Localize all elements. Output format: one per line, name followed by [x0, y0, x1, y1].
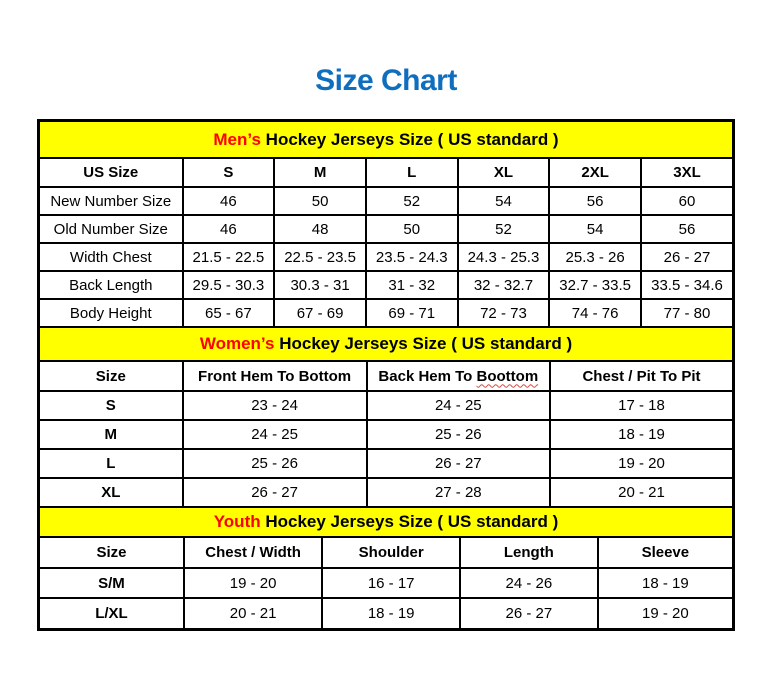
- table-row: [40, 598, 732, 628]
- table-header-row: [40, 362, 732, 391]
- table-row: [40, 391, 732, 420]
- column-header: Chest / Width: [184, 538, 322, 568]
- size-value-cell: 30.3 - 31: [274, 271, 366, 299]
- size-value-cell: 18 - 19: [598, 568, 732, 598]
- men-size-table: [40, 159, 732, 328]
- size-value-cell: 25 - 26: [367, 420, 550, 449]
- table-row: [40, 420, 732, 449]
- size-value-cell: 56: [549, 187, 641, 215]
- section-header-women: [40, 328, 732, 362]
- size-value-cell: 24 - 25: [367, 391, 550, 420]
- size-chart: [37, 119, 735, 631]
- size-value-cell: 19 - 20: [184, 568, 322, 598]
- column-header: Back Hem To Boottom: [367, 362, 550, 391]
- section-header-men: [40, 122, 732, 159]
- size-value-cell: 26 - 27: [460, 598, 598, 628]
- size-value-cell: 72 - 73: [458, 299, 550, 327]
- section-highlight-youth: Youth: [213, 512, 261, 531]
- size-value-cell: 27 - 28: [367, 478, 550, 507]
- row-label-cell: M: [40, 420, 183, 449]
- row-label-cell: L: [40, 449, 183, 478]
- column-header: M: [274, 159, 366, 187]
- table-row: [40, 271, 732, 299]
- size-value-cell: 33.5 - 34.6: [641, 271, 732, 299]
- column-header: S: [183, 159, 275, 187]
- size-value-cell: 26 - 27: [183, 478, 367, 507]
- size-value-cell: 46: [183, 215, 275, 243]
- size-value-cell: 54: [549, 215, 641, 243]
- size-value-cell: 65 - 67: [183, 299, 275, 327]
- table-row: [40, 299, 732, 327]
- table-row: [40, 215, 732, 243]
- section-highlight-men: Men’s: [213, 130, 261, 149]
- size-value-cell: 23.5 - 24.3: [366, 243, 458, 271]
- row-label-cell: Back Length: [40, 271, 183, 299]
- size-value-cell: 54: [458, 187, 550, 215]
- column-header: Length: [460, 538, 598, 568]
- size-value-cell: 56: [641, 215, 732, 243]
- column-header: 2XL: [549, 159, 641, 187]
- section-highlight-women: Women’s: [199, 334, 275, 353]
- size-value-cell: 16 - 17: [322, 568, 460, 598]
- row-label-cell: L/XL: [40, 598, 184, 628]
- size-value-cell: 24 - 26: [460, 568, 598, 598]
- table-row: [40, 449, 732, 478]
- size-value-cell: 18 - 19: [322, 598, 460, 628]
- women-size-table: [40, 362, 732, 508]
- section-title-youth: Hockey Jerseys Size ( US standard ): [265, 512, 559, 531]
- size-value-cell: 50: [366, 215, 458, 243]
- section-title-men: Hockey Jerseys Size ( US standard ): [265, 130, 559, 149]
- section-header-youth: [40, 508, 732, 538]
- misspelled-word: Boottom: [476, 367, 539, 385]
- size-value-cell: 52: [366, 187, 458, 215]
- size-value-cell: 19 - 20: [598, 598, 732, 628]
- column-header: Size: [40, 538, 184, 568]
- column-header: Front Hem To Bottom: [183, 362, 367, 391]
- table-header-row: [40, 159, 732, 187]
- column-header: 3XL: [641, 159, 732, 187]
- page-title: Size Chart: [315, 64, 457, 97]
- size-value-cell: 22.5 - 23.5: [274, 243, 366, 271]
- size-value-cell: 50: [274, 187, 366, 215]
- row-label-cell: S: [40, 391, 183, 420]
- size-value-cell: 20 - 21: [550, 478, 732, 507]
- table-row: [40, 478, 732, 507]
- row-label-cell: New Number Size: [40, 187, 183, 215]
- size-value-cell: 29.5 - 30.3: [183, 271, 275, 299]
- size-value-cell: 25.3 - 26: [549, 243, 641, 271]
- column-header: Size: [40, 362, 183, 391]
- size-value-cell: 77 - 80: [641, 299, 732, 327]
- section-title-women: Hockey Jerseys Size ( US standard ): [279, 334, 573, 353]
- row-label-cell: S/M: [40, 568, 184, 598]
- size-value-cell: 26 - 27: [367, 449, 550, 478]
- size-value-cell: 46: [183, 187, 275, 215]
- table-row: [40, 568, 732, 598]
- column-header: L: [366, 159, 458, 187]
- row-label-cell: XL: [40, 478, 183, 507]
- table-header-row: [40, 538, 732, 568]
- youth-size-table: [40, 538, 732, 628]
- size-value-cell: 17 - 18: [550, 391, 732, 420]
- row-label-cell: Width Chest: [40, 243, 183, 271]
- size-value-cell: 31 - 32: [366, 271, 458, 299]
- size-value-cell: 23 - 24: [183, 391, 367, 420]
- size-value-cell: 32 - 32.7: [458, 271, 550, 299]
- row-label-cell: Old Number Size: [40, 215, 183, 243]
- size-value-cell: 74 - 76: [549, 299, 641, 327]
- column-header: US Size: [40, 159, 183, 187]
- size-value-cell: 67 - 69: [274, 299, 366, 327]
- size-value-cell: 19 - 20: [550, 449, 732, 478]
- size-value-cell: 32.7 - 33.5: [549, 271, 641, 299]
- size-value-cell: 26 - 27: [641, 243, 732, 271]
- size-value-cell: 24 - 25: [183, 420, 367, 449]
- column-header: XL: [458, 159, 550, 187]
- column-header: Chest / Pit To Pit: [550, 362, 732, 391]
- size-value-cell: 69 - 71: [366, 299, 458, 327]
- size-value-cell: 52: [458, 215, 550, 243]
- row-label-cell: Body Height: [40, 299, 183, 327]
- size-value-cell: 24.3 - 25.3: [458, 243, 550, 271]
- size-value-cell: 25 - 26: [183, 449, 367, 478]
- table-row: [40, 243, 732, 271]
- size-value-cell: 18 - 19: [550, 420, 732, 449]
- size-value-cell: 20 - 21: [184, 598, 322, 628]
- column-header: Sleeve: [598, 538, 732, 568]
- size-value-cell: 60: [641, 187, 732, 215]
- column-header: Shoulder: [322, 538, 460, 568]
- size-value-cell: 21.5 - 22.5: [183, 243, 275, 271]
- table-row: [40, 187, 732, 215]
- size-value-cell: 48: [274, 215, 366, 243]
